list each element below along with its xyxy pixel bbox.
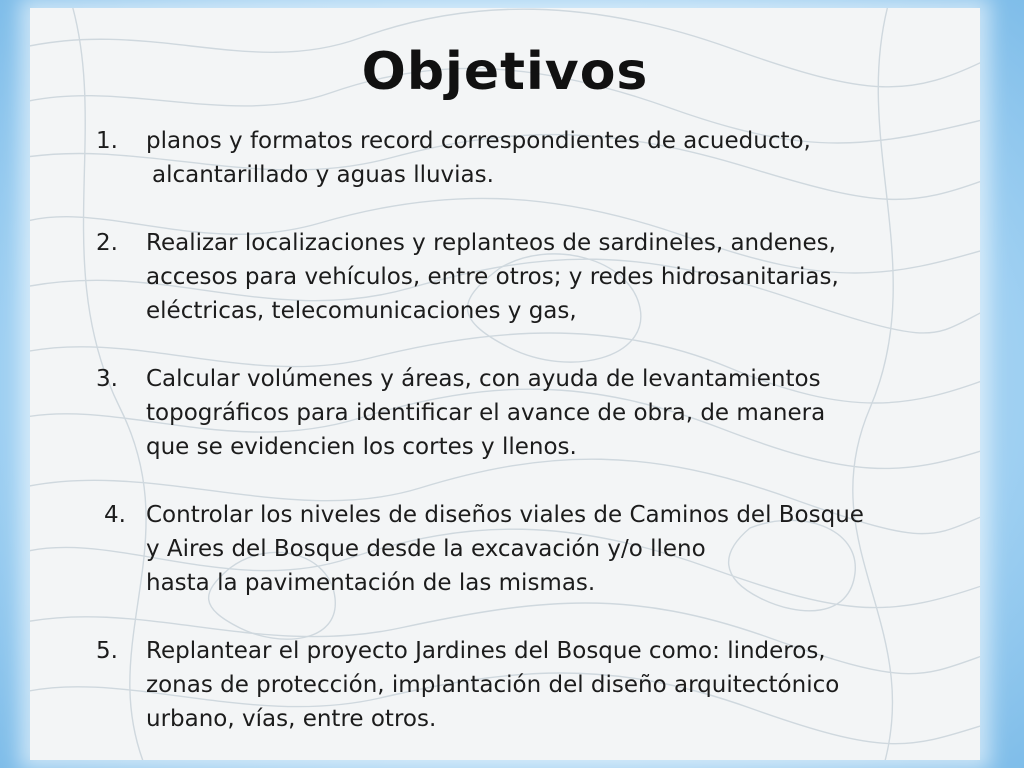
objective-line: alcantarillado y aguas lluvias. [152,162,494,188]
objective-number: 1. [96,128,118,154]
objective-line: Controlar los niveles de diseños viales de Caminos del Bosque [146,502,864,528]
objective-number: 5. [96,638,118,664]
objective-number: 4. [104,502,126,528]
slide-title: Objetivos [361,42,649,102]
objective-line: urbano, vías, entre otros. [146,706,437,732]
objective-line: Realizar localizaciones y replanteos de sardineles, andenes, [146,230,836,256]
objective-line: y Aires del Bosque desde la excavación y/o lleno [146,536,706,562]
objective-number: 2. [96,230,118,256]
objective-line: eléctricas, telecomunicaciones y gas, [146,298,577,324]
slide [30,8,980,760]
objective-number: 3. [96,366,118,392]
objective-line: Calcular volúmenes y áreas, con ayuda de levantamientos [146,366,821,392]
objective-line: que se evidencien los cortes y llenos. [146,434,577,460]
objective-line: Replantear el proyecto Jardines del Bosque como: linderos, [146,638,826,664]
objective-line: accesos para vehículos, entre otros; y redes hidrosanitarias, [146,264,839,290]
objective-line: hasta la pavimentación de las mismas. [146,570,596,596]
objective-line: planos y formatos record correspondientes de acueducto, [146,128,811,154]
objective-line: topográficos para identificar el avance de obra, de manera [146,400,826,426]
objective-line: zonas de protección, implantación del diseño arquitectónico [146,672,840,698]
